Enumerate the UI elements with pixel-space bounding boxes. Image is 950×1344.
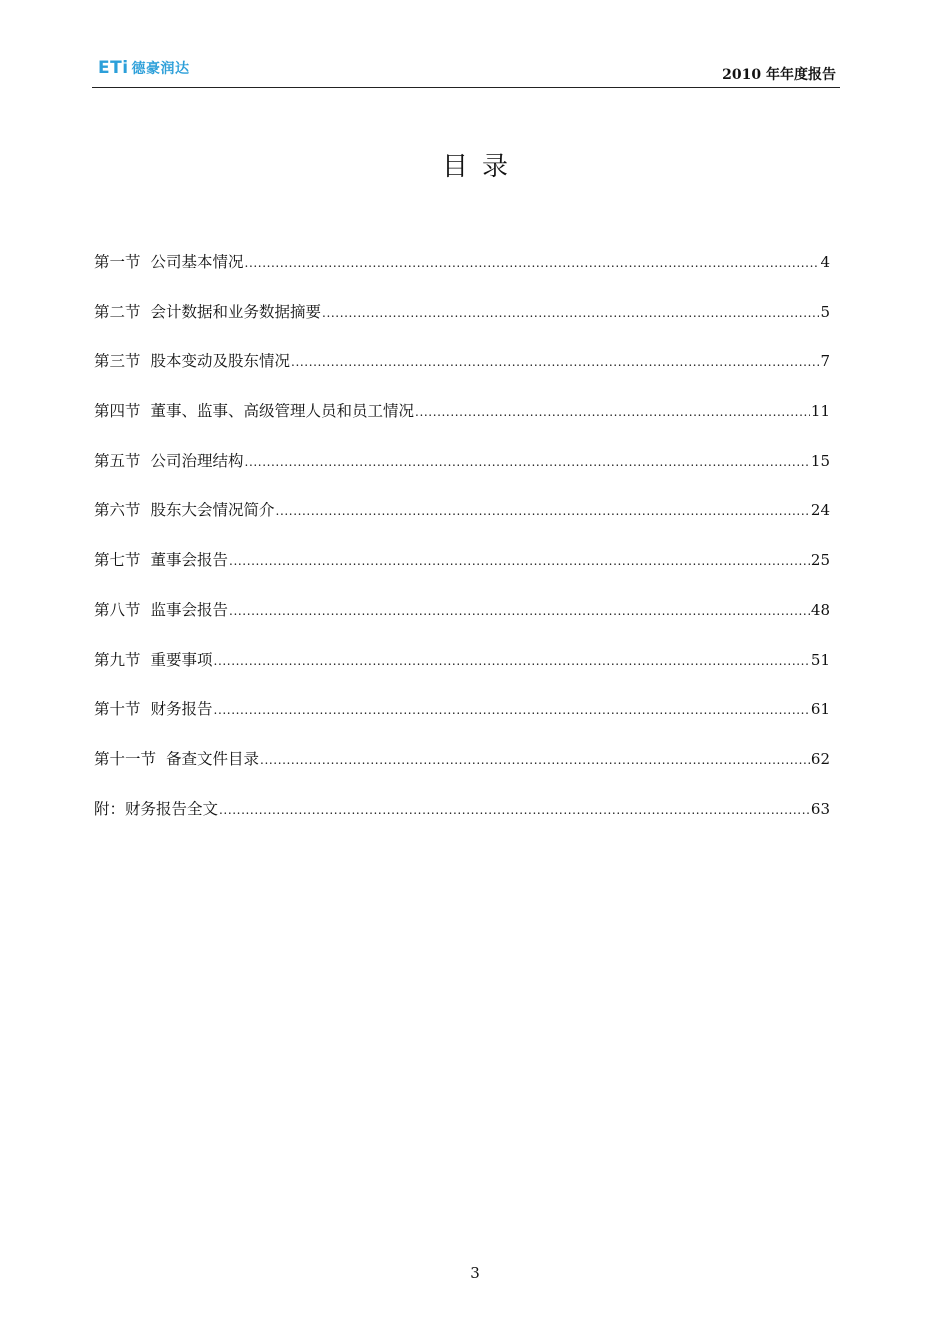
- toc-entry[interactable]: [94, 598, 830, 648]
- toc-entry-title: 公司治理结构: [150, 451, 244, 470]
- toc-leader-dots: [276, 504, 810, 518]
- toc-entry[interactable]: [94, 548, 830, 598]
- toc-entry[interactable]: [94, 399, 830, 449]
- toc-entry[interactable]: [94, 250, 830, 300]
- toc-entry-number: 第四节: [94, 402, 141, 421]
- toc-leader-dots: [322, 306, 819, 320]
- toc-entry-number: 第六节: [94, 501, 141, 520]
- toc-entry-page: 25: [810, 551, 830, 570]
- toc-entry-page: 51: [810, 650, 830, 669]
- toc-entry-title: 财务报告: [150, 700, 213, 719]
- toc-heading: 目录: [441, 152, 522, 182]
- toc-entry-title: 会计数据和业务数据摘要: [150, 302, 322, 321]
- toc-entry-number: 第十一节: [94, 749, 157, 768]
- toc-entry-number: 第三节: [94, 352, 141, 371]
- toc-leader-dots: [214, 654, 810, 668]
- toc-entry[interactable]: [94, 498, 830, 548]
- toc-entry-page: 62: [810, 749, 830, 768]
- toc-entry-title: 股本变动及股东情况: [150, 352, 291, 371]
- toc-leader-dots: [415, 405, 810, 419]
- toc-entry-number: 第八节: [94, 600, 141, 619]
- toc-entry[interactable]: [94, 349, 830, 399]
- toc-leader-dots: [214, 703, 810, 717]
- toc-entry-title: 董事会报告: [150, 551, 229, 570]
- toc-entry[interactable]: [94, 449, 830, 499]
- toc-entry-page: 48: [810, 600, 830, 619]
- toc-entry[interactable]: [94, 697, 830, 747]
- table-of-contents: [94, 250, 830, 846]
- toc-entry-title: 备查文件目录: [166, 749, 260, 768]
- toc-leader-dots: [219, 803, 810, 817]
- logo-company-name: 德豪润达: [131, 61, 190, 77]
- toc-entry-number: 第五节: [94, 451, 141, 470]
- toc-entry-page: 61: [810, 700, 830, 719]
- toc-entry[interactable]: [94, 300, 830, 350]
- toc-entry-page: 24: [810, 501, 830, 520]
- toc-entry[interactable]: [94, 747, 830, 797]
- toc-entry-number: 第十节: [94, 700, 141, 719]
- report-title: 2010 年年度报告: [722, 67, 836, 83]
- page-number: 3: [470, 1264, 480, 1282]
- toc-leader-dots: [229, 554, 810, 568]
- toc-entry[interactable]: [94, 797, 830, 847]
- toc-leader-dots: [260, 753, 810, 767]
- toc-entry-title: 监事会报告: [150, 600, 229, 619]
- toc-leader-dots: [229, 604, 810, 618]
- toc-entry-page: 4: [820, 253, 830, 271]
- toc-entry-number: 第九节: [94, 650, 141, 669]
- toc-entry-title: 重要事项: [150, 650, 213, 669]
- toc-entry-number: 第一节: [94, 253, 141, 271]
- logo-mark: ETi: [98, 58, 129, 78]
- toc-entry-page: 11: [810, 402, 830, 421]
- toc-entry-title: 公司基本情况: [150, 253, 244, 271]
- toc-entry[interactable]: [94, 648, 830, 698]
- toc-entry-title: 股东大会情况简介: [150, 501, 275, 520]
- page-header: [92, 52, 840, 88]
- toc-entry-page: 5: [820, 302, 830, 321]
- toc-entry-title: 董事、监事、高级管理人员和员工情况: [150, 402, 415, 421]
- company-logo: [98, 58, 190, 78]
- toc-leader-dots: [291, 355, 819, 369]
- toc-entry-number: 第二节: [94, 302, 141, 321]
- toc-entry-page: 63: [810, 799, 830, 818]
- toc-entry-title: 附：财务报告全文: [94, 799, 219, 818]
- toc-entry-page: 15: [810, 451, 830, 470]
- toc-leader-dots: [245, 256, 820, 270]
- toc-entry-number: 第七节: [94, 551, 141, 570]
- toc-entry-page: 7: [820, 352, 830, 371]
- toc-leader-dots: [245, 455, 810, 469]
